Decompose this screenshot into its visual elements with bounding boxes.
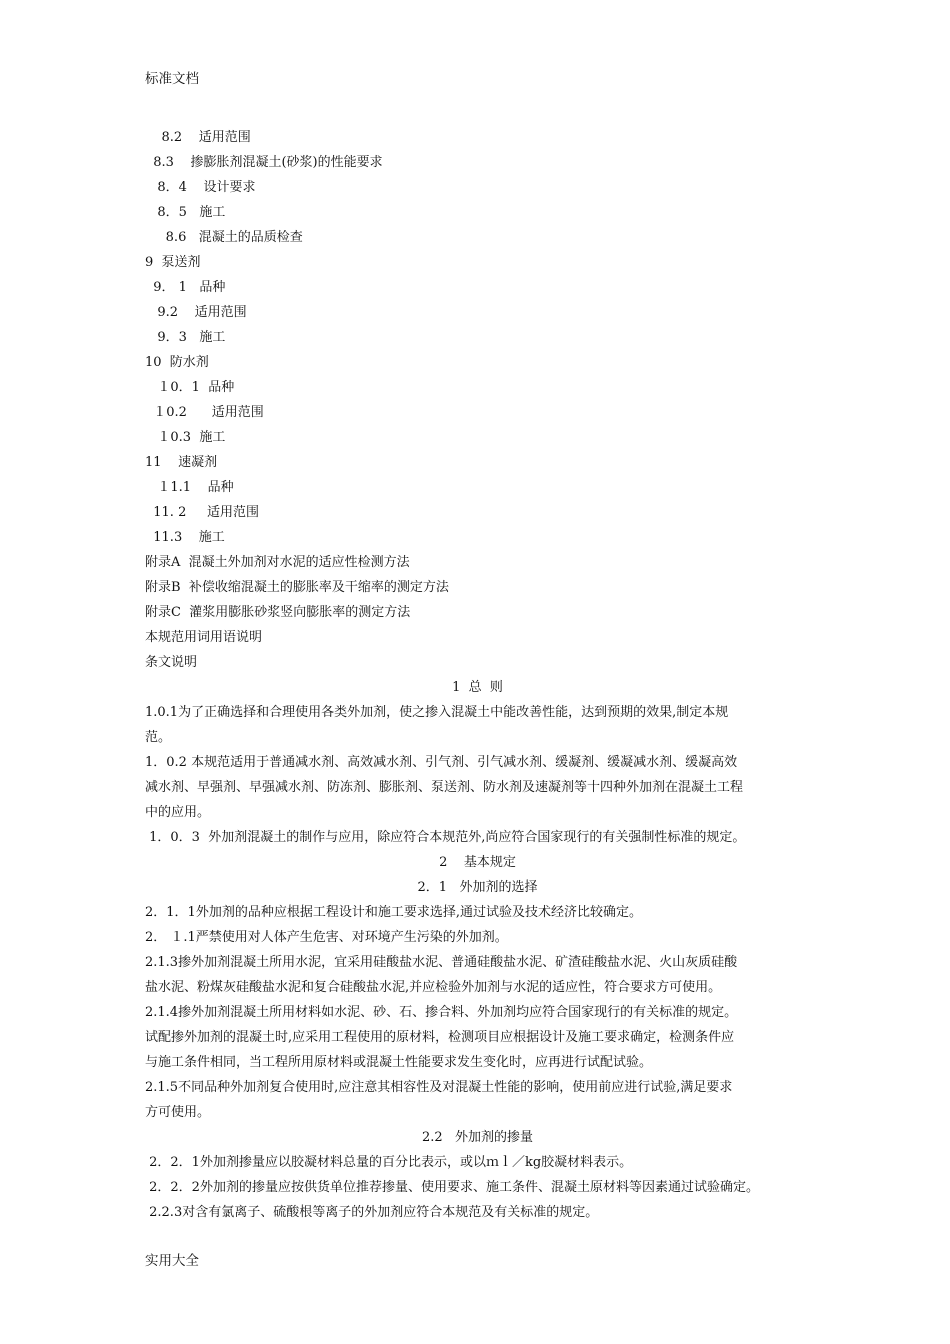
text-line: 1.0.1为了正确选择和合理使用各类外加剂，使之掺入混凝土中能改善性能，达到预期的效果,制定本规 <box>145 705 729 720</box>
text-line: 本规范用词用语说明 <box>145 630 263 645</box>
text-line: 2．1．1外加剂的品种应根据工程设计和施工要求选择,通过试验及技术经济比较确定。 <box>145 905 642 920</box>
section-heading: 2 基本规定 <box>439 855 516 870</box>
text-line: 8.3 掺膨胀剂混凝土(砂浆)的性能要求 <box>145 155 383 170</box>
text-line: 8.6 混凝土的品质检查 <box>145 230 303 245</box>
text-line: 11 速凝剂 <box>145 455 218 470</box>
text-line: 2． １.1严禁使用对人体产生危害、对环境产生污染的外加剂。 <box>145 930 508 945</box>
text-line: 盐水泥、粉煤灰硅酸盐水泥和复合硅酸盐水泥,并应检验外加剂与水泥的适应性，符合要求方可使用。 <box>145 980 722 995</box>
page-footer: 实用大全 <box>145 1253 199 1269</box>
page-header: 标准文档 <box>145 71 199 87</box>
text-line: 2.1.5不同品种外加剂复合使用时,应注意其相容性及对混凝土性能的影响，使用前应进行试验,满足要求 <box>145 1080 733 1095</box>
text-line: １1.1 品种 <box>145 480 234 495</box>
section-heading: 1 总 则 <box>452 680 503 695</box>
text-line: 8．4 设计要求 <box>145 180 256 195</box>
text-line: 附录A 混凝土外加剂对水泥的适应性检测方法 <box>145 555 410 570</box>
text-line: 附录B 补偿收缩混凝土的膨胀率及干缩率的测定方法 <box>145 580 449 595</box>
text-line: 2.2.3对含有氯离子、硫酸根等离子的外加剂应符合本规范及有关标准的规定。 <box>145 1205 599 1220</box>
text-line: 中的应用。 <box>145 805 211 820</box>
text-line: １0.3 施工 <box>145 430 226 445</box>
text-line: 减水剂、早强剂、早强减水剂、防冻剂、膨胀剂、泵送剂、防水剂及速凝剂等十四种外加剂在混凝土工程 <box>145 780 744 795</box>
document-body <box>145 125 810 1225</box>
section-heading: 2．1 外加剂的选择 <box>417 880 538 895</box>
text-line: 2.1.3掺外加剂混凝土所用水泥，宜采用硅酸盐水泥、普通硅酸盐水泥、矿渣硅酸盐水泥、火山灰质硅酸 <box>145 955 738 970</box>
text-line: 9 泵送剂 <box>145 255 201 270</box>
text-line: 1．0．3 外加剂混凝土的制作与应用，除应符合本规范外,尚应符合国家现行的有关强制性标准的规定。 <box>145 830 746 845</box>
text-line: 2.1.4掺外加剂混凝土所用材料如水泥、砂、石、掺合料、外加剂均应符合国家现行的有关标准的规定。 <box>145 1005 738 1020</box>
text-line: 11.3 施工 <box>145 530 225 545</box>
text-line: 条文说明 <box>145 655 198 670</box>
text-line: 10 防水剂 <box>145 355 209 370</box>
text-line: 2．2．1外加剂掺量应以胶凝材料总量的百分比表示，或以ｍｌ／kg胶凝材料表示。 <box>145 1155 633 1170</box>
text-line: 与施工条件相同，当工程所用原材料或混凝土性能要求发生变化时，应再进行试配试验。 <box>145 1055 653 1070</box>
text-line: １0.2 适用范围 <box>145 405 264 420</box>
text-line: 附录C 灌浆用膨胀砂浆竖向膨胀率的测定方法 <box>145 605 411 620</box>
text-line: １0．1 品种 <box>145 380 235 395</box>
text-line: 8．5 施工 <box>145 205 226 220</box>
text-line: 试配掺外加剂的混凝土时,应采用工程使用的原材料，检测项目应根据设计及施工要求确定，检测条件应 <box>145 1030 735 1045</box>
section-heading: 2.2 外加剂的掺量 <box>421 1130 534 1145</box>
text-line: 9． 1 品种 <box>145 280 226 295</box>
text-line: 9．3 施工 <box>145 330 226 345</box>
text-line: 9.2 适用范围 <box>145 305 247 320</box>
text-line: 11. 2 适用范围 <box>145 505 260 520</box>
text-line: 范。 <box>145 730 172 745</box>
text-line: 1．0.2 本规范适用于普通减水剂、高效减水剂、引气剂、引气减水剂、缓凝剂、缓凝减水剂、缓凝高效 <box>145 755 738 770</box>
text-line: 8.2 适用范围 <box>145 130 251 145</box>
text-line: 2．2．2外加剂的掺量应按供货单位推荐掺量、使用要求、施工条件、混凝土原材料等因素通过试验确定。 <box>145 1180 759 1195</box>
text-line: 方可使用。 <box>145 1105 211 1120</box>
